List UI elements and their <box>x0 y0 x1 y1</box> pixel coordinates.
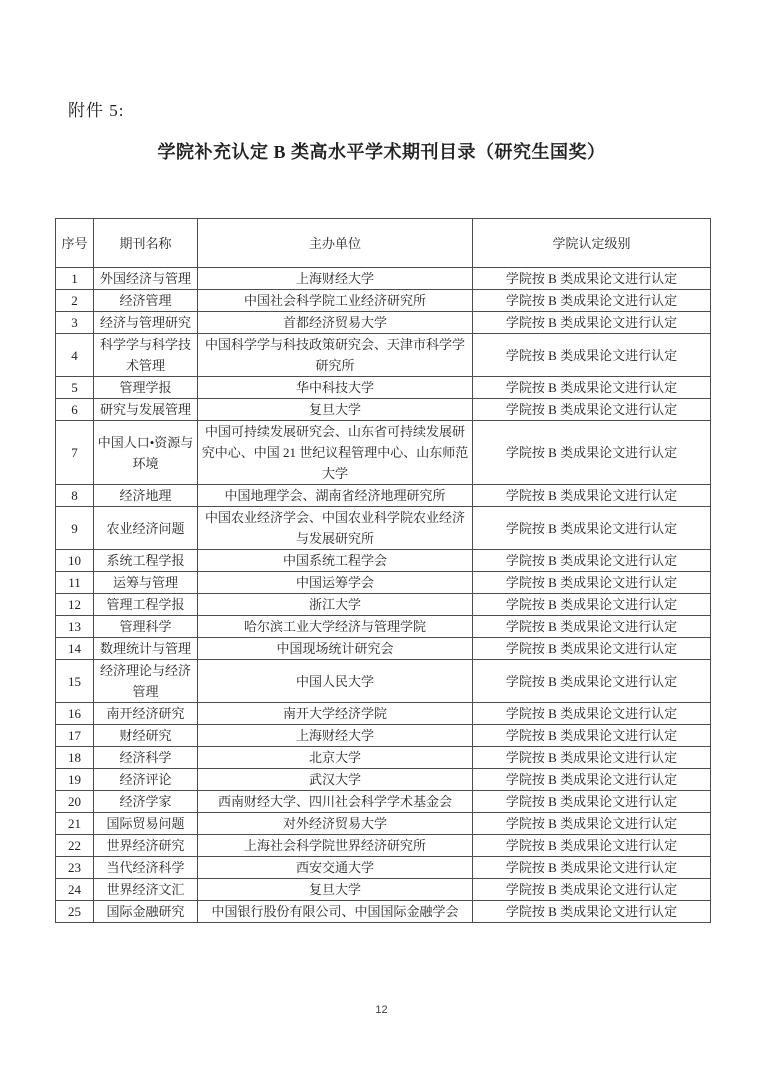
serial-cell: 4 <box>56 334 94 377</box>
table-row <box>56 550 711 572</box>
journal-name-cell: 科学学与科学技术管理 <box>94 334 198 377</box>
organizer-cell: 中国农业经济学会、中国农业科学院农业经济与发展研究所 <box>198 507 473 550</box>
journal-name-cell: 经济管理 <box>94 290 198 312</box>
recognition-level-cell: 学院按 B 类成果论文进行认定 <box>473 857 711 879</box>
serial-cell: 18 <box>56 747 94 769</box>
serial-cell: 11 <box>56 572 94 594</box>
recognition-level-cell: 学院按 B 类成果论文进行认定 <box>473 747 711 769</box>
journal-name-cell: 当代经济科学 <box>94 857 198 879</box>
journal-name-cell: 国际贸易问题 <box>94 813 198 835</box>
recognition-level-cell: 学院按 B 类成果论文进行认定 <box>473 791 711 813</box>
organizer-cell: 上海财经大学 <box>198 725 473 747</box>
recognition-level-cell: 学院按 B 类成果论文进行认定 <box>473 725 711 747</box>
header-recognition-level: 学院认定级别 <box>473 219 711 268</box>
organizer-cell: 上海社会科学院世界经济研究所 <box>198 835 473 857</box>
serial-cell: 23 <box>56 857 94 879</box>
organizer-cell: 武汉大学 <box>198 769 473 791</box>
recognition-level-cell: 学院按 B 类成果论文进行认定 <box>473 485 711 507</box>
organizer-cell: 对外经济贸易大学 <box>198 813 473 835</box>
table-row <box>56 857 711 879</box>
recognition-level-cell: 学院按 B 类成果论文进行认定 <box>473 660 711 703</box>
organizer-cell: 复旦大学 <box>198 399 473 421</box>
recognition-level-cell: 学院按 B 类成果论文进行认定 <box>473 421 711 485</box>
table-row <box>56 507 711 550</box>
recognition-level-cell: 学院按 B 类成果论文进行认定 <box>473 507 711 550</box>
table-row <box>56 572 711 594</box>
journal-table-header <box>56 219 711 268</box>
table-row <box>56 268 711 290</box>
journal-name-cell: 管理工程学报 <box>94 594 198 616</box>
journal-name-cell: 南开经济研究 <box>94 703 198 725</box>
table-row <box>56 290 711 312</box>
serial-cell: 14 <box>56 638 94 660</box>
organizer-cell: 华中科技大学 <box>198 377 473 399</box>
table-row <box>56 769 711 791</box>
journal-name-cell: 外国经济与管理 <box>94 268 198 290</box>
journal-name-cell: 系统工程学报 <box>94 550 198 572</box>
organizer-cell: 哈尔滨工业大学经济与管理学院 <box>198 616 473 638</box>
recognition-level-cell: 学院按 B 类成果论文进行认定 <box>473 813 711 835</box>
journal-name-cell: 运筹与管理 <box>94 572 198 594</box>
serial-cell: 19 <box>56 769 94 791</box>
journal-name-cell: 经济与管理研究 <box>94 312 198 334</box>
recognition-level-cell: 学院按 B 类成果论文进行认定 <box>473 268 711 290</box>
table-row <box>56 616 711 638</box>
organizer-cell: 复旦大学 <box>198 879 473 901</box>
recognition-level-cell: 学院按 B 类成果论文进行认定 <box>473 334 711 377</box>
organizer-cell: 首都经济贸易大学 <box>198 312 473 334</box>
recognition-level-cell: 学院按 B 类成果论文进行认定 <box>473 769 711 791</box>
table-row <box>56 703 711 725</box>
journal-name-cell: 国际金融研究 <box>94 901 198 923</box>
organizer-cell: 中国社会科学院工业经济研究所 <box>198 290 473 312</box>
journal-name-cell: 中国人口•资源与环境 <box>94 421 198 485</box>
serial-cell: 10 <box>56 550 94 572</box>
table-row <box>56 791 711 813</box>
serial-cell: 25 <box>56 901 94 923</box>
serial-cell: 16 <box>56 703 94 725</box>
serial-cell: 5 <box>56 377 94 399</box>
serial-cell: 2 <box>56 290 94 312</box>
recognition-level-cell: 学院按 B 类成果论文进行认定 <box>473 703 711 725</box>
journal-name-cell: 经济理论与经济管理 <box>94 660 198 703</box>
table-row <box>56 377 711 399</box>
table-row <box>56 594 711 616</box>
organizer-cell: 中国运筹学会 <box>198 572 473 594</box>
recognition-level-cell: 学院按 B 类成果论文进行认定 <box>473 572 711 594</box>
serial-cell: 7 <box>56 421 94 485</box>
table-row <box>56 421 711 485</box>
journal-table-body <box>56 268 711 923</box>
header-journal-name: 期刊名称 <box>94 219 198 268</box>
organizer-cell: 中国可持续发展研究会、山东省可持续发展研究中心、中国 21 世纪议程管理中心、山东师范大学 <box>198 421 473 485</box>
journal-name-cell: 经济科学 <box>94 747 198 769</box>
journal-name-cell: 世界经济研究 <box>94 835 198 857</box>
recognition-level-cell: 学院按 B 类成果论文进行认定 <box>473 594 711 616</box>
page-title: 学院补充认定 B 类高水平学术期刊目录（研究生国奖） <box>157 142 606 162</box>
attachment-label: 附件 5: <box>68 101 125 120</box>
page-number: 12 <box>375 1004 388 1016</box>
table-row <box>56 660 711 703</box>
serial-cell: 1 <box>56 268 94 290</box>
serial-cell: 3 <box>56 312 94 334</box>
serial-cell: 9 <box>56 507 94 550</box>
table-row <box>56 399 711 421</box>
recognition-level-cell: 学院按 B 类成果论文进行认定 <box>473 616 711 638</box>
serial-cell: 21 <box>56 813 94 835</box>
journal-name-cell: 经济评论 <box>94 769 198 791</box>
header-serial: 序号 <box>56 219 94 268</box>
journal-name-cell: 管理科学 <box>94 616 198 638</box>
journal-name-cell: 世界经济文汇 <box>94 879 198 901</box>
recognition-level-cell: 学院按 B 类成果论文进行认定 <box>473 312 711 334</box>
journal-name-cell: 研究与发展管理 <box>94 399 198 421</box>
recognition-level-cell: 学院按 B 类成果论文进行认定 <box>473 879 711 901</box>
organizer-cell: 南开大学经济学院 <box>198 703 473 725</box>
table-row <box>56 725 711 747</box>
recognition-level-cell: 学院按 B 类成果论文进行认定 <box>473 290 711 312</box>
organizer-cell: 西安交通大学 <box>198 857 473 879</box>
header-row <box>56 219 711 268</box>
table-row <box>56 813 711 835</box>
organizer-cell: 中国人民大学 <box>198 660 473 703</box>
journal-name-cell: 农业经济问题 <box>94 507 198 550</box>
serial-cell: 15 <box>56 660 94 703</box>
table-row <box>56 334 711 377</box>
serial-cell: 8 <box>56 485 94 507</box>
recognition-level-cell: 学院按 B 类成果论文进行认定 <box>473 638 711 660</box>
table-row <box>56 312 711 334</box>
table-row <box>56 485 711 507</box>
serial-cell: 20 <box>56 791 94 813</box>
journal-name-cell: 经济学家 <box>94 791 198 813</box>
organizer-cell: 中国科学学与科技政策研究会、天津市科学学研究所 <box>198 334 473 377</box>
journal-name-cell: 经济地理 <box>94 485 198 507</box>
organizer-cell: 上海财经大学 <box>198 268 473 290</box>
journal-name-cell: 财经研究 <box>94 725 198 747</box>
recognition-level-cell: 学院按 B 类成果论文进行认定 <box>473 399 711 421</box>
table-row <box>56 747 711 769</box>
table-row <box>56 879 711 901</box>
serial-cell: 17 <box>56 725 94 747</box>
organizer-cell: 北京大学 <box>198 747 473 769</box>
serial-cell: 6 <box>56 399 94 421</box>
organizer-cell: 中国银行股份有限公司、中国国际金融学会 <box>198 901 473 923</box>
table-row <box>56 901 711 923</box>
recognition-level-cell: 学院按 B 类成果论文进行认定 <box>473 901 711 923</box>
serial-cell: 24 <box>56 879 94 901</box>
serial-cell: 13 <box>56 616 94 638</box>
header-organizer: 主办单位 <box>198 219 473 268</box>
organizer-cell: 中国现场统计研究会 <box>198 638 473 660</box>
recognition-level-cell: 学院按 B 类成果论文进行认定 <box>473 377 711 399</box>
recognition-level-cell: 学院按 B 类成果论文进行认定 <box>473 835 711 857</box>
recognition-level-cell: 学院按 B 类成果论文进行认定 <box>473 550 711 572</box>
journal-name-cell: 管理学报 <box>94 377 198 399</box>
organizer-cell: 中国系统工程学会 <box>198 550 473 572</box>
serial-cell: 22 <box>56 835 94 857</box>
journal-table <box>55 218 711 923</box>
journal-name-cell: 数理统计与管理 <box>94 638 198 660</box>
organizer-cell: 中国地理学会、湖南省经济地理研究所 <box>198 485 473 507</box>
serial-cell: 12 <box>56 594 94 616</box>
table-row <box>56 638 711 660</box>
organizer-cell: 西南财经大学、四川社会科学学术基金会 <box>198 791 473 813</box>
table-row <box>56 835 711 857</box>
organizer-cell: 浙江大学 <box>198 594 473 616</box>
